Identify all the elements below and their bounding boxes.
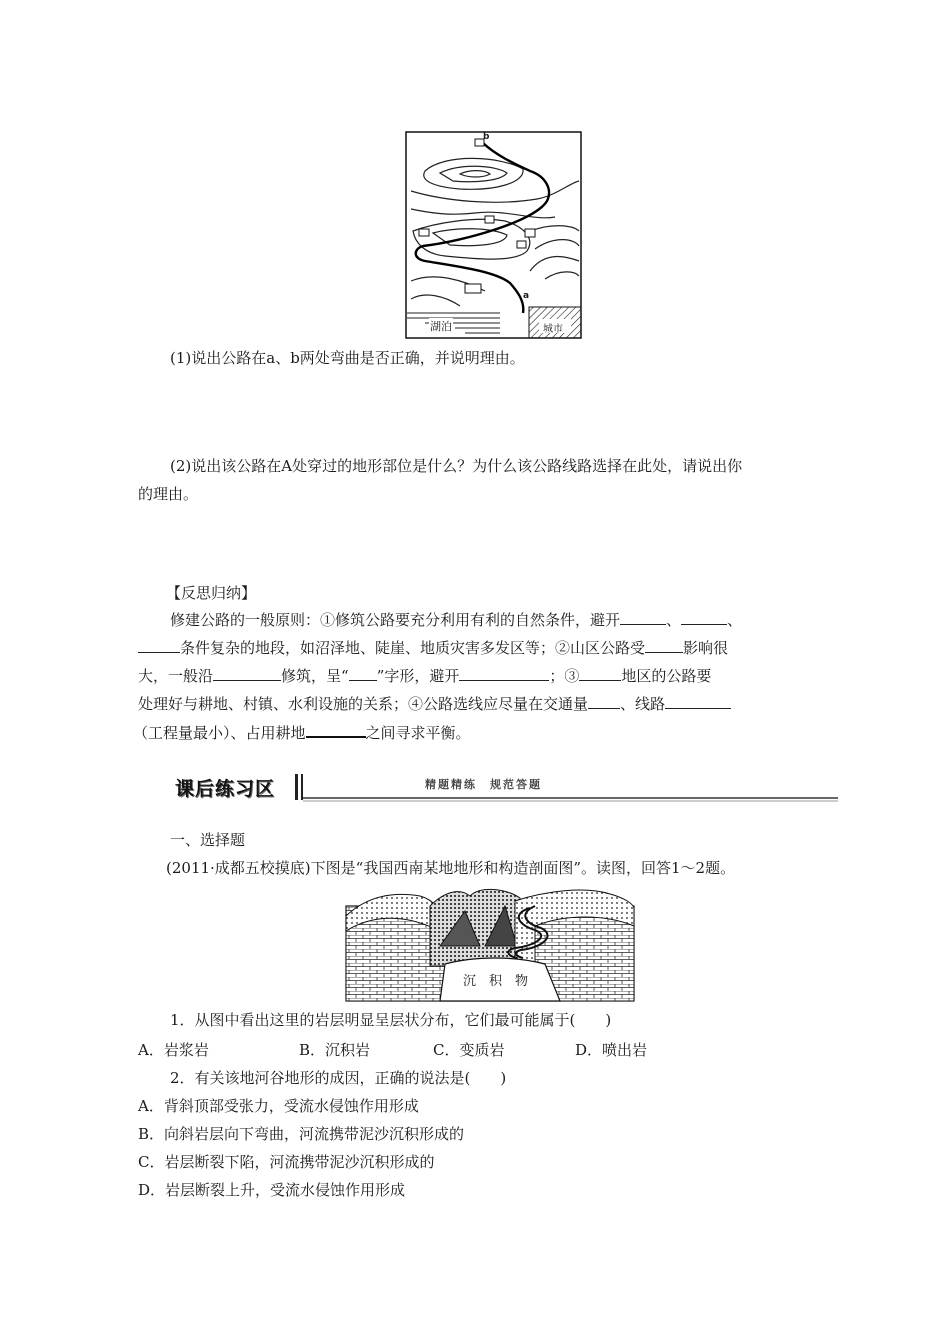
lake-label: 湖泊 bbox=[430, 320, 452, 333]
reflection-text: ；③ bbox=[549, 667, 580, 685]
geological-profile-figure bbox=[345, 886, 635, 1002]
reflection-line-2 bbox=[138, 638, 728, 658]
reflection-line-4 bbox=[138, 694, 731, 714]
q1-option-b[interactable]: B．沉积岩 bbox=[299, 1041, 371, 1059]
reflection-text: 、线路 bbox=[620, 695, 666, 713]
reflection-text: 地区的公路要 bbox=[621, 667, 712, 685]
answer-blank[interactable] bbox=[213, 666, 281, 681]
answer-blank[interactable] bbox=[306, 722, 366, 738]
map-label-a: a bbox=[523, 291, 530, 301]
map-label-b: b bbox=[483, 132, 490, 142]
q2-option-c[interactable]: C．岩层断裂下陷，河流携带泥沙沉积形成的 bbox=[138, 1153, 435, 1171]
section-header-title: 课后练习区 bbox=[175, 778, 276, 800]
answer-blank[interactable] bbox=[579, 666, 621, 681]
answer-blank[interactable] bbox=[645, 638, 683, 653]
answer-blank[interactable] bbox=[459, 666, 549, 681]
reflection-line-3 bbox=[138, 666, 711, 686]
contour-map-drawing bbox=[405, 131, 582, 339]
section-choice-title: 一、选择题 bbox=[170, 831, 246, 849]
sediment-label: 沉 积 物 bbox=[463, 974, 529, 989]
reflection-text: 、 bbox=[727, 611, 743, 629]
question-intro: (2011·成都五校摸底)下图是“我国西南某地地形和构造剖面图”。读图，回答1～2题。 bbox=[166, 859, 736, 877]
answer-blank[interactable] bbox=[665, 694, 731, 709]
city-label: 城市 bbox=[543, 324, 563, 335]
reflection-line-5 bbox=[133, 722, 471, 743]
reflection-line-1 bbox=[170, 610, 742, 630]
contour-map-figure bbox=[405, 131, 582, 339]
question-2-subpart-line2: 的理由。 bbox=[138, 485, 199, 503]
reflection-text: 条件复杂的地段，如沼泽地、陡崖、地质灾害多发区等；②山区公路受 bbox=[180, 639, 646, 657]
answer-blank[interactable] bbox=[681, 610, 727, 625]
section-header-banner bbox=[175, 772, 840, 802]
reflection-text: 处理好与耕地、村镇、水利设施的关系；④公路选线应尽量在交通量 bbox=[138, 695, 589, 713]
question-2-subpart-line1: (2)说出该公路在A处穿过的地形部位是什么？为什么该公路线路选择在此处，请说出你 bbox=[170, 457, 743, 475]
q2-option-d[interactable]: D．岩层断裂上升，受流水侵蚀作用形成 bbox=[138, 1181, 406, 1199]
reflection-text: 、 bbox=[666, 611, 682, 629]
q1-option-c[interactable]: C．变质岩 bbox=[433, 1041, 505, 1059]
answer-blank[interactable] bbox=[588, 694, 620, 709]
reflection-text: 修建公路的一般原则：①修筑公路要充分利用有利的自然条件，避开 bbox=[170, 611, 621, 629]
q1-option-a[interactable]: A．岩浆岩 bbox=[138, 1041, 209, 1059]
reflection-text: 大，一般沿 bbox=[138, 667, 214, 685]
reflection-text: 影响很 bbox=[683, 639, 729, 657]
reflection-title: 【反思归纳】 bbox=[166, 584, 257, 602]
section-header-rule bbox=[293, 772, 840, 802]
question-2-stem: 2．有关该地河谷地形的成因，正确的说法是( ) bbox=[170, 1069, 507, 1087]
answer-blank[interactable] bbox=[138, 638, 180, 653]
question-1-options bbox=[138, 1040, 647, 1060]
q2-option-b[interactable]: B．向斜岩层向下弯曲，河流携带泥沙沉积形成的 bbox=[138, 1125, 465, 1143]
q2-option-a[interactable]: A．背斜顶部受张力，受流水侵蚀作用形成 bbox=[138, 1097, 419, 1115]
answer-blank[interactable] bbox=[620, 610, 666, 625]
question-1-stem: 1．从图中看出这里的岩层明显呈层状分布，它们最可能属于( ) bbox=[170, 1011, 612, 1029]
section-header-subtitle: 精题精练 规范答题 bbox=[425, 778, 542, 791]
answer-blank[interactable] bbox=[349, 666, 377, 681]
reflection-text: ”字形，避开 bbox=[376, 667, 460, 685]
question-1-subpart: (1)说出公路在a、b两处弯曲是否正确，并说明理由。 bbox=[170, 349, 525, 367]
reflection-text: （工程量最小）、占用耕地 bbox=[133, 724, 306, 742]
reflection-text: 修筑，呈“ bbox=[281, 667, 349, 685]
reflection-text: 之间寻求平衡。 bbox=[365, 724, 471, 742]
q1-option-d[interactable]: D．喷出岩 bbox=[575, 1041, 648, 1059]
